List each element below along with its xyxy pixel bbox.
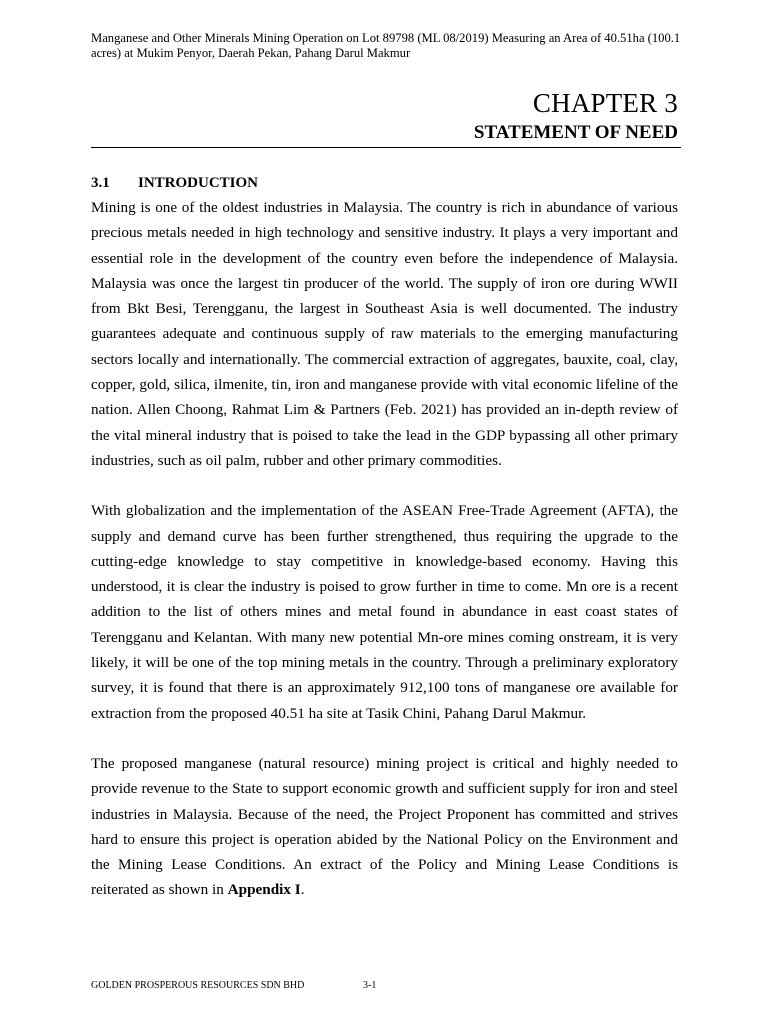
section-title: INTRODUCTION (138, 175, 259, 191)
paragraph (91, 751, 678, 903)
chapter-title: STATEMENT OF NEED (473, 122, 678, 143)
paragraph-end: . (300, 881, 305, 899)
section-heading (91, 174, 258, 192)
paragraph: With globalization and the implementation of the ASEAN Free-Trade Agreement (AFTA), the supply and demand curve has been further strengthened, thus requiring the upgrade to the cutting-edge knowledge to stay competitive in knowledge-based economy. Having this understood, it is clear the industry is poised to grow further in time to come. Mn ore is a recent addition to the list of others mines and metal found in abundance in east coast states of Terengganu and Kelantan. With many new potential Mn-ore mines coming onstream, it is very likely, it will be one of the top mining metals in the country. Through a preliminary exploratory survey, it is found that there is an approximately 912,100 tons of manganese ore available for extraction from the proposed 40.51 ha site at Tasik Chini, Pahang Darul Makmur. (91, 502, 678, 722)
chapter-number: CHAPTER 3 (532, 88, 678, 118)
body-text (91, 195, 678, 928)
chapter-divider (91, 147, 681, 148)
appendix-reference: Appendix I (227, 881, 301, 899)
chapter-heading (91, 86, 678, 145)
section-number: 3.1 (91, 175, 110, 191)
running-header: Manganese and Other Minerals Mining Operation on Lot 89798 (ML 08/2019) Measuring an Area of 40.51ha (100.1 acres) at Mukim Penyor, Daerah Pekan, Pahang Darul Makmur (91, 31, 681, 60)
footer-company: GOLDEN PROSPEROUS RESOURCES SDN BHD (91, 980, 305, 991)
page-number: 3-1 (363, 980, 377, 991)
page-footer (91, 979, 377, 993)
paragraph: Mining is one of the oldest industries in Malaysia. The country is rich in abundance of various precious metals needed in high technology and sensitive industry. It plays a very important and essential role in the development of the country even before the independence of Malaysia. Malaysia was once the largest tin producer of the world. The supply of iron ore during WWII from Bkt Besi, Terengganu, the largest in Southeast Asia is well documented. The industry guarantees adequate and continuous supply of raw materials to the emerging manufacturing sectors locally and internationally. The commercial extraction of aggregates, bauxite, coal, clay, copper, gold, silica, ilmenite, tin, iron and manganese provide with vital economic lifeline of the nation. Allen Choong, Rahmat Lim & Partners (Feb. 2021) has provided an in-depth review of the vital mineral industry that is poised to take the lead in the GDP bypassing all other primary industries, such as oil palm, rubber and other primary commodities. (91, 199, 678, 469)
paragraph-text: The proposed manganese (natural resource) mining project is critical and highly needed to provide revenue to the State to support economic growth and sufficient supply for iron and steel industries in Malaysia. Because of the need, the Project Proponent has committed and strives hard to ensure this project is operation abided by the National Policy on the Environment and the Mining Lease Conditions. An extract of the Policy and Mining Lease Conditions is reiterated as shown in (91, 754, 678, 899)
